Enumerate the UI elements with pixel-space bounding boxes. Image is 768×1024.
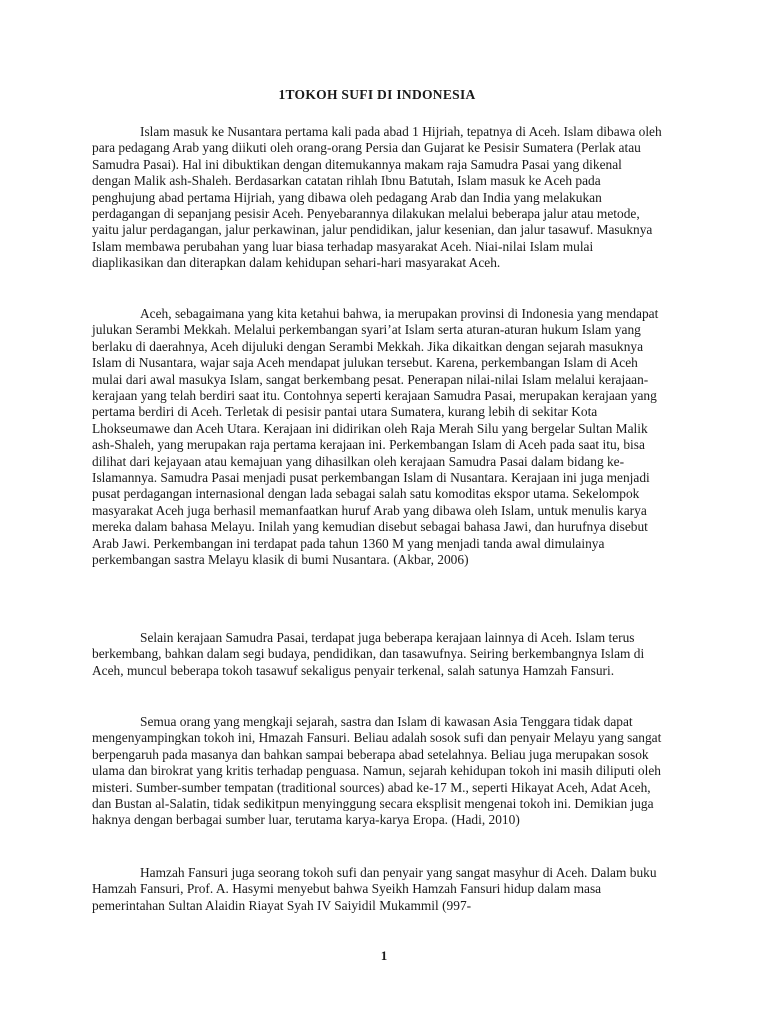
paragraph-2: Aceh, sebagaimana yang kita ketahui bahwa, ia merupakan provinsi di Indonesia yang mendapat julukan Serambi Mekkah. Melalui perkembangan syari’at Islam serta aturan-aturan hukum Islam yang berlaku di daerahnya, Aceh dijuluki dengan Serambi Mekkah. Jika dikaitkan dengan sejarah masuknya Islam di Nusantara, wajar saja Aceh mendapat julukan tersebut. Karena, perkembangan Islam di Aceh mulai dari awal masukya Islam, sangat berkembang pesat. Penerapan nilai-nilai Islam melalui kerajaan-kerajaan yang telah berdiri saat itu. Contohnya seperti kerajaan Samudra Pasai, merupakan kerajaan yang pertama berdiri di Aceh. Terletak di pesisir pantai utara Sumatera, kurang lebih di sekitar Kota Lhokseumawe dan Aceh Utara. Kerajaan ini didirikan oleh Raja Merah Silu yang bergelar Sultan Malik ash-Shaleh, yang merupakan raja pertama kerajaan ini. Perkembangan Islam di Aceh pada saat itu, bisa dilihat dari kejayaan atau kemajuan yang dihasilkan oleh kerajaan Samudra Pasai dalam bidang ke-Islamannya. Samudra Pasai menjadi pusat perkembangan Islam di Nusantara. Kerajaan ini juga menjadi pusat perdagangan internasional dengan lada sebagai salah satu komoditas ekspor utama. Sekelompok masyarakat Aceh juga berhasil memanfaatkan huruf Arab yang dibawa oleh Islam, untuk menulis karya mereka dalam bahasa Melayu. Inilah yang kemudian disebut sebagai bahasa Jawi, dan hurufnya disebut Arab Jawi. Perkembangan ini terdapat pada tahun 1360 M yang menjadi tanda awal dimulainya perkembangan sastra Melayu klasik di bumi Nusantara. (Akbar, 2006) <box>92 306 659 568</box>
document-title: 1TOKOH SUFI DI INDONESIA <box>278 87 476 102</box>
paragraph-1: Islam masuk ke Nusantara pertama kali pada abad 1 Hijriah, tepatnya di Aceh. Islam dibawa oleh para pedagang Arab yang diikuti oleh orang-orang Persia dan Gujarat ke Pesisir Sumatera (Perlak atau Samudra Pasai). Hal ini dibuktikan dengan ditemukannya makam raja Samudra Pasai yang dikenal dengan Malik ash-Shaleh. Berdasarkan catatan rihlah Ibnu Batutah, Islam masuk ke Aceh pada penghujung abad pertama Hijriah, yang dibawa oleh pedagang Arab dan India yang melakukan perdagangan di sepanjang pesisir Aceh. Penyebarannya dilakukan melalui beberapa jalur atau metode, yaitu jalur perdagangan, jalur perkawinan, jalur pendidikan, jalur kesenian, dan jalur tasawuf. Masuknya Islam membawa perubahan yang luar biasa terhadap masyarakat Aceh. Niai-nilai Islam mulai diaplikasikan dan diterapkan dalam kehidupan sehari-hari masyarakat Aceh. <box>92 124 662 271</box>
paragraph-4: Semua orang yang mengkaji sejarah, sastra dan Islam di kawasan Asia Tenggara tidak dapat mengenyampingkan tokoh ini, Hmazah Fansuri. Beliau adalah sosok sufi dan penyair Melayu yang sangat berpengaruh pada masanya dan bahkan sampai beberapa abad setelahnya. Beliau juga merupakan sosok ulama dan birokrat yang kritis terhadap penguasa. Namun, sejarah kehidupan tokoh ini masih diliputi oleh misteri. Sumber-sumber tempatan (traditional sources) abad ke-17 M., seperti Hikayat Aceh, Adat Aceh, dan Bustan al-Salatin, tidak sedikitpun menyinggung secara eksplisit mengenai tokoh ini. Demikian juga haknya dengan berbagai sumber luar, terutama karya-karya Eropa. (Hadi, 2010) <box>92 714 662 828</box>
page-number: 1 <box>380 948 388 963</box>
document-page <box>92 0 662 1024</box>
paragraph-5: Hamzah Fansuri juga seorang tokoh sufi dan penyair yang sangat masyhur di Aceh. Dalam buku Hamzah Fansuri, Prof. A. Hasymi menyebut bahwa Syeikh Hamzah Fansuri hidup dalam masa pemerintahan Sultan Alaidin Riayat Syah IV Saiyidil Mukammil (997- <box>92 865 657 913</box>
paragraph-3: Selain kerajaan Samudra Pasai, terdapat juga beberapa kerajaan lainnya di Aceh. Islam terus berkembang, bahkan dalam segi budaya, pendidikan, dan tasawufnya. Seiring berkembangnya Islam di Aceh, muncul beberapa tokoh tasawuf sekaligus penyair terkenal, salah satunya Hamzah Fansuri. <box>92 630 645 678</box>
